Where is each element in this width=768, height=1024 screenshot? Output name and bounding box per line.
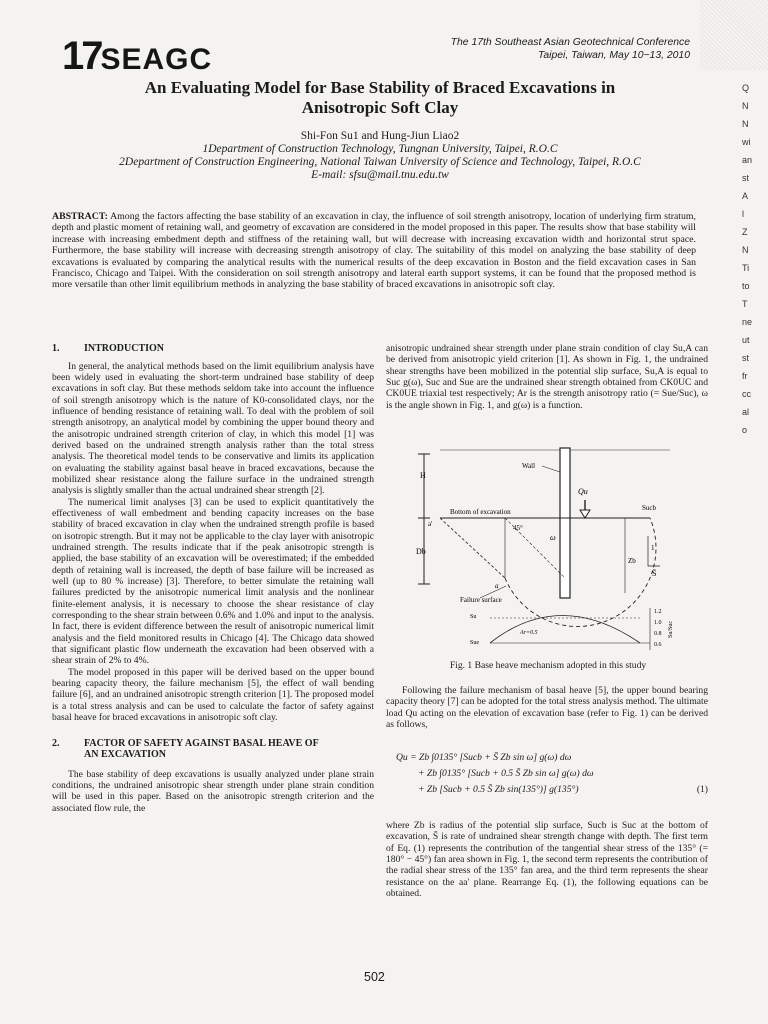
section-1-heading [52, 343, 374, 355]
title-line-1: An Evaluating Model for Base Stability of Braced Excavations in [144, 78, 616, 97]
margin-fragment: ne [742, 317, 753, 327]
author-names: Shi-Fon Su1 and Hung-Jiun Liao2 [300, 130, 460, 142]
margin-fragment: l [742, 209, 744, 219]
section-2-heading [52, 738, 374, 761]
margin-fragment: cc [742, 389, 751, 399]
margin-fragment: st [742, 353, 750, 363]
paragraph: The base stability of deep excavations is usually analyzed under plane strain conditions, the undrained anisotropic shear strength under plane strain condition will be used in this paper. Based on the anisotropic strength criterion and the associated flow rule, the [52, 768, 374, 814]
one-label: 1 [651, 544, 655, 552]
author-email: E-mail: sfsu@mail.tnu.edu.tw [311, 169, 449, 181]
ar-label: Ar=0.5 [520, 630, 538, 636]
margin-fragment: al [742, 407, 750, 417]
equation-line-1: Qu = Zb ∫0135° [Sucb + S̄ Zb sin ω] g(ω) dω [396, 752, 572, 763]
paper-title [100, 78, 660, 118]
figure-1-diagram [410, 438, 680, 658]
su-label: Su [470, 614, 477, 620]
equation-line-3: + Zb [Sucb + 0.5 S̄ Zb sin(135°)] g(135°) (1) [418, 784, 708, 795]
failure-label: Failure surface [460, 596, 502, 604]
figure-1-caption: Fig. 1 Base heave mechanism adopted in this study [449, 660, 647, 671]
paragraph: Following the failure mechanism of basal heave [5], the upper bound bearing capacity theory [7] can be adopted for the total stress analysis method. The ultimate load Qu acting on the elevation of excavation base (refer to Fig. 1) can be derived as follows, [386, 685, 708, 731]
margin-fragment: A [742, 191, 749, 201]
bottom-label: Bottom of excavation [450, 508, 511, 516]
failure-arc [505, 518, 656, 626]
margin-fragment: wi [742, 137, 751, 147]
equation-1 [396, 752, 708, 795]
margin-fragment: to [742, 281, 750, 291]
abstract-text: Among the factors affecting the base stability of an excavation in clay, the influence of soil strength anisotropy, location of underlying firm stratum, depth and plastic moment of retaining wall, and geometry of excavation are considered in the model proposed in this paper. The results show that base stability will increase with increasing embedment depth and stiffness of the retaining wall, but will decrease with increasing excavation width and horizontal strut space. Furthermore, the base stability will increase with decreasing strength anisotropy of clay. The suitability of this model on analyzing the base stability of deep excavations is evaluated by comparing the analytical results with the numerical results of the deep excavation in Boston and the field excavation cases in San Francisco, Chicago and Taipei. With the consideration on soil strength anisotropy and lateral earth support systems, it can be found that the proposed method is more versatile than other limit equilibrium methods in analyzing the base stability of braced excavations in anisotropic soft clay. [52, 211, 696, 291]
margin-fragment: fr [742, 371, 748, 381]
logo-number: 17 [62, 34, 101, 78]
margin-fragment: N [742, 101, 749, 111]
failure-line [440, 518, 505, 578]
equation-number: (1) [696, 784, 708, 795]
margin-fragment: N [742, 119, 749, 129]
Zb-label: Zb [628, 557, 636, 565]
margin-fragment: Ti [742, 263, 750, 273]
paragraph: where Zb is radius of the potential slip surface, Sucb is Suc at the bottom of excavation, S̄ is rate of undrained shear strength change with depth. The first term of Eq. (1) represents the contribution of the tangential shear stress of the 135° (= 180° − 45°) fan area shown in Fig. 1, the second term represents the contribution of the radial shear stress of the 135° fan area, and the third term represents the shear resistance on the aa' plane. Rearrange Eq. (1), the following equations can be obtained. [386, 820, 708, 900]
ratio-tick: 0.6 [654, 642, 662, 648]
a-prime-label: a' [428, 520, 433, 528]
abstract-label: ABSTRACT: [52, 211, 108, 222]
margin-fragment: ut [742, 335, 750, 345]
margin-fragment: an [742, 155, 753, 165]
angle-label: 45° [513, 524, 523, 532]
margin-fragment: o [742, 425, 748, 435]
Sucb-label: Sucb [642, 504, 656, 512]
wall-label: Wall [522, 462, 536, 470]
page-number: 502 [364, 970, 385, 984]
logo-name: SEAGC [100, 43, 213, 76]
sue-label: Sue [470, 640, 479, 646]
Qu-label: Qu [578, 487, 588, 496]
conference-header [390, 37, 690, 62]
paragraph: In general, the analytical methods based on the limit equilibrium analysis have been widely used in evaluating the short-term undrained base stability of deep excavations in soft clay. But these methods seldom take into account the influence of soil strength anisotropy which is the nature of K0-consolidated clays, nor the influence of bending resistance of retaining wall. To deal with the problem of soil strength anisotropy, an analytical model by combining the upper bound theory and the anisotropic undrained strength criterion of clay, in which this model [1] was derived based on the undrained strength analysis rather than the total stress analysis. The theoretical model tends to be conservative and limits its application on evaluating the stability against basal heave in braced excavations, because the mobilized shear resistance along the failure surface in the undrained strength analysis is slightly smaller than the actual undrained shear strength [2]. [52, 360, 374, 497]
ratio-tick: 0.8 [654, 631, 662, 637]
abstract [52, 211, 696, 291]
strength-curve-sue [490, 616, 640, 644]
paragraph: The numerical limit analyses [3] can be used to explicit quantitatively the effectiveness of wall embedment and bending capacity increases on the base stability of braced excavation in clay when the undrained strength profile is based on isotropic strength. But it may not be applicable to the clay layer with anisotropic undrained strength. The results indicate that if the peak anisotropic strength is applied, the base stability of an excavation will be overestimated; if the embedded depth of retaining wall is increased, the depth of base failure will be increased as well (up to 80 % increase) [3]. Therefore, to better simulate the retaining wall failures predicted by the anisotropic numerical limit analysis and the nonlinear finite-element analysis, it is necessary to choose the shear resistance of clay corresponding to the shear strain between 0.6% and 1.0% and input to the analysis. In fact, there is evident difference between the result of anisotropic numerical limit analysis and the field monitored results in Chicago [4]. The Chicago data showed that significant plastic flow underneath the excavation had been observed with a shear strain of 2% to 4%. [52, 496, 374, 667]
ratio-axis-label: Su/Suc [668, 620, 674, 638]
ratio-tick: 1.2 [654, 609, 662, 615]
section-title: INTRODUCTION [84, 343, 165, 354]
sbar-label: S̄ [652, 569, 657, 578]
ratio-tick: 1.0 [654, 620, 662, 626]
conference-location-date: Taipei, Taiwan, May 10~13, 2010 [537, 49, 690, 61]
adjacent-page-fragments [742, 80, 766, 440]
section-title-continued: AN EXCAVATION [84, 749, 166, 760]
section-number: 2. [52, 737, 60, 749]
scan-noise [700, 0, 768, 70]
H-label: H [420, 471, 426, 480]
Db-label: Db [416, 547, 426, 556]
affiliation-2: 2Department of Construction Engineering, National Taiwan University of Science and Technology, Taipei, R.O.C [119, 156, 641, 168]
conference-name: The 17th Southeast Asian Geotechnical Conference [450, 37, 690, 48]
section-title: FACTOR OF SAFETY AGAINST BASAL HEAVE OF [84, 737, 319, 749]
right-column-middle [386, 685, 708, 730]
section-number: 1. [52, 343, 60, 354]
margin-fragment: Q [742, 83, 750, 93]
margin-fragment: T [742, 299, 748, 309]
affiliation-1: 1Department of Construction Technology, Tungnan University, Taipei, R.O.C [202, 143, 558, 155]
margin-fragment: st [742, 173, 750, 183]
retaining-wall [560, 448, 570, 598]
margin-fragment: Z [742, 227, 748, 237]
left-column [52, 343, 374, 814]
paragraph: anisotropic undrained shear strength under plane strain condition of clay Su,A can be derived from anisotropic yield criterion [1]. As shown in Fig. 1, the undrained shear strengths have been mobilized in the potential slip surface, Su,A is equal to Suc g(ω), Suc and Sue are the undrained shear strength obtained from CK0UC and CK0UE triaxial test respectively; Ar is the strength anisotropy ratio (= Sue/Suc), ω is the angle shown in Fig. 1, and g(ω) is a function. [386, 343, 708, 411]
margin-fragment: N [742, 245, 749, 255]
title-line-2: Anisotropic Soft Clay [301, 98, 459, 117]
right-column-bottom [386, 820, 708, 899]
author-block [119, 130, 641, 182]
conference-logo [62, 34, 212, 79]
paragraph: The model proposed in this paper will be derived based on the upper bound bearing capacity theory, the failure mechanism [5], the effect of wall bending failure [6], and an undrained anisotropic strength criterion [1]. The proposed model is a total stress analysis and can be used to calculate the factor of safety against basal heave for braced excavations in anisotropic soft clay. [52, 666, 374, 724]
a-label: a [495, 582, 499, 590]
omega-label: ω [550, 533, 556, 542]
right-column-top [386, 343, 708, 411]
equation-line-2: + Zb ∫0135° [Sucb + 0.5 S̄ Zb sin ω] g(ω) dω [418, 768, 594, 779]
